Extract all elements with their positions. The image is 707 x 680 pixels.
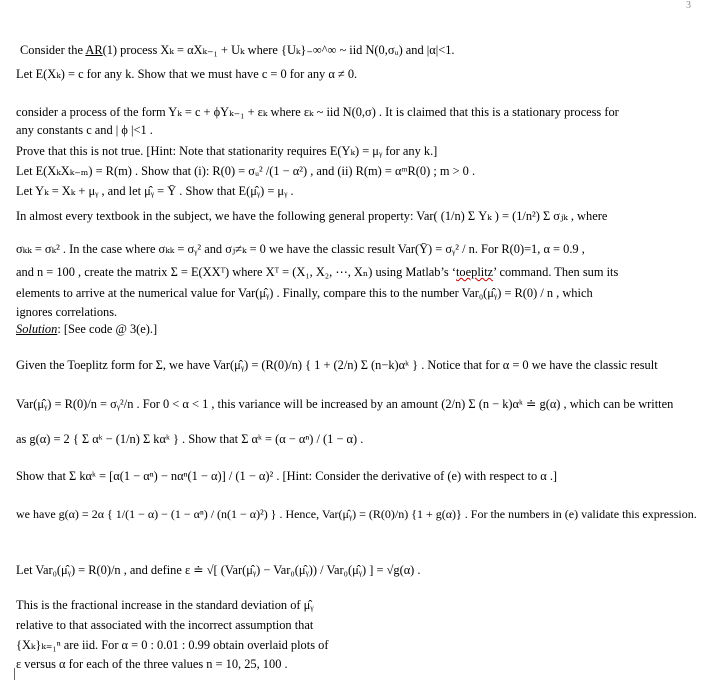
section3-line-3: as g(α) = 2 { Σ αᵏ − (1/n) Σ kαᵏ } . Show that Σ αᵏ = (α − αⁿ) / (1 − α) . — [16, 432, 364, 446]
section4-line-1: Let Var₀(μ̂ᵧ) = R(0)/n , and define ε ≐ √[ (Var(μ̂ᵧ) − Var₀(μ̂ᵧ)) / Var₀(μ̂ᵧ) ] = √g(α) . — [16, 563, 421, 577]
intro-line-2: Let E(Xₖ) = c for any k. Show that we must have c = 0 for any α ≠ 0. — [16, 67, 358, 81]
section2-line-1: consider a process of the form Yₖ = c + ϕYₖ₋₁ + εₖ where εₖ ~ iid N(0,σ) . It is claimed that this is a stationary process for — [16, 105, 619, 119]
page-number: 3 — [686, 0, 691, 11]
section2-line-5: Let Yₖ = Xₖ + μᵧ , and let μ̂ᵧ = Ȳ . Show that E(μ̂ᵧ) = μᵧ . — [16, 184, 294, 198]
section2-line-7: σₖₖ = σₖ² . In the case where σₖₖ = σᵧ² and σⱼ≠ₖ = 0 we have the classic result Var(Ȳ) = σᵧ² / n. For R(0)=1, α = 0.9 , — [16, 242, 585, 256]
section2-line-4: Let E(XₖXₖ₋ₘ) = R(m) . Show that (i): R(0) = σᵤ² /(1 − α²) , and (ii) R(m) = αᵐR(0) ; m > 0 . — [16, 164, 476, 178]
solution-line — [16, 322, 157, 337]
section2-line-2: any constants c and | ϕ |<1 . — [16, 123, 153, 137]
solution-label: Solution — [16, 322, 58, 336]
ar-link-text: AR — [85, 43, 103, 57]
solution-text: : [See code @ 3(e).] — [57, 322, 158, 336]
section2-line-9: elements to arrive at the numerical value for Var(μ̂ᵧ) . Finally, compare this to the number Var₀(μ̂ᵧ) = R(0) / n , which — [16, 286, 593, 300]
section2-line-10: ignores correlations. — [16, 305, 118, 319]
section2-line-8-prefix: and n = 100 , create the matrix Σ = E(XXᵀ) where Xᵀ = (X₁, X₂, ⋯, Xₙ) using Matlab’s ‘ — [16, 265, 456, 279]
intro-line-1 — [20, 42, 455, 58]
section2-line-8-rest: ’ command. Then sum its — [493, 265, 619, 279]
section4-line-5: ε versus α for each of the three values n = 10, 25, 100 . — [16, 657, 288, 671]
intro-line-1-prefix: Consider the — [20, 43, 86, 57]
section4-line-4: {Xₖ}ₖ₌₁ⁿ are iid. For α = 0 : 0.01 : 0.99 obtain overlaid plots of — [16, 638, 329, 652]
text-cursor-marker — [14, 668, 15, 680]
section2-line-6: In almost every textbook in the subject, we have the following general property: Var( (1/n) Σ Yₖ ) = (1/n²) Σ σⱼₖ , where — [16, 209, 608, 223]
section3-line-2: Var(μ̂ᵧ) = R(0)/n = σᵧ²/n . For 0 < α < 1 , this variance will be increased by an amount (2/n) Σ (n − k)αᵏ ≐ g(α) , which can be written — [16, 397, 674, 411]
section3-line-4: Show that Σ kαᵏ = [α(1 − αⁿ) − nαⁿ(1 − α)] / (1 − α)² . [Hint: Consider the derivative of (e) with respect to α .] — [16, 469, 558, 483]
section2-line-8 — [16, 264, 618, 280]
section4-line-2: This is the fractional increase in the standard deviation of μ̂ᵧ — [16, 598, 314, 612]
section3-line-1: Given the Toeplitz form for Σ, we have Var(μ̂ᵧ) = (R(0)/n) { 1 + (2/n) Σ (n−k)αᵏ } . Notice that for α = 0 we have the classic result — [16, 358, 658, 372]
section3-line-5: we have g(α) = 2α { 1/(1 − α) − (1 − αⁿ) / (n(1 − α)²) } . Hence, Var(μ̂ᵧ) = (R(0)/n) {1 + g(α)} . For the numbers in (e) validate this expression. — [16, 507, 697, 521]
intro-line-1-rest: (1) process Xₖ = αXₖ₋₁ + Uₖ where {Uₖ}₋∞^∞ ~ iid N(0,σᵤ) and |α|<1. — [102, 43, 455, 57]
toeplitz-command: toeplitz — [455, 265, 494, 279]
section2-line-3: Prove that this is not true. [Hint: Note that stationarity requires E(Yₖ) = μᵧ for any k.] — [16, 144, 438, 158]
section4-line-3: relative to that associated with the incorrect assumption that — [16, 618, 314, 632]
